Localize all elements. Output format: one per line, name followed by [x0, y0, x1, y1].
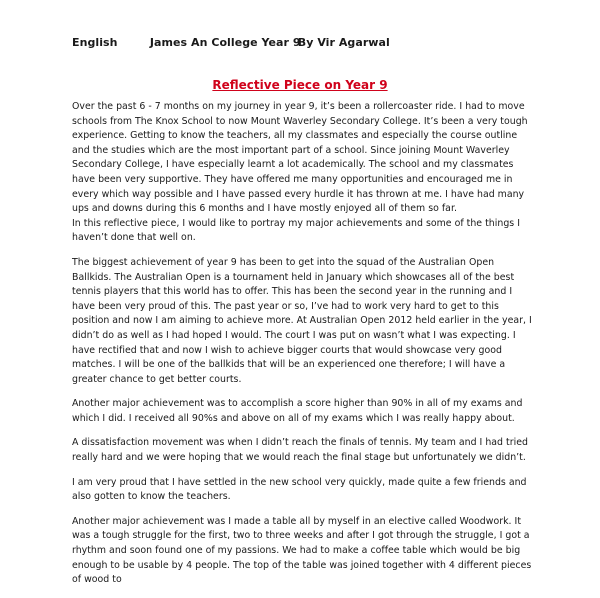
paragraph-exams: Another major achievement was to accomplish a score higher than 90% in all of my exams and which I did. I received all 90%s and above on all of my exams which I was really happy about. [72, 398, 523, 424]
paragraph-tennis: A dissatisfaction movement was when I didn’t reach the finals of tennis. My team and I had tried really hard and we were hoping that we would reach the final stage but unfortunately we didn’t. [72, 437, 528, 464]
paragraph-purpose: In this reflective piece, I would like to portray my major achievements and some of the things I haven’t done that well on. [72, 217, 520, 244]
header-school: James An College Year 9 [149, 36, 301, 49]
paragraph-ballkids: The biggest achievement of year 9 has been to get into the squad of the Australian Open Ballkids. The Australian Open is a tournament held in January which showcases all of the best tennis players that this world has to offer. This has been the second year in the running and I have been very proud of this. The past year or so, I’ve had to work very hard to get to this position and now I am aiming to achieve more. At Australian Open 2012 held earlier in the year, I didn’t do as well as I had hoped I would. The court I was put on wasn’t what I was expecting. I have rectified that and now I wish to achieve bigger courts that would showcase very good matches. I will be one of the ballkids that will be an experienced one therefore; I will have a greater chance to get better courts. [72, 256, 532, 385]
header-subject: English [72, 36, 118, 49]
document-body [72, 100, 532, 598]
document-header [72, 36, 390, 49]
paragraph-intro: Over the past 6 - 7 months on my journey in year 9, it’s been a rollercoaster ride. I had to move schools from The Knox School to now Mount Waverley Secondary College. It’s been a very tough experience. Getting to know the teachers, all my classmates and especially the course outline and the studies which are the most important part of a school. Since joining Mount Waverley Secondary College, I have especially learnt a lot academically. The school and my classmates have been very supportive. They have offered me many opportunities and encouraged me in every which way possible and I have passed every hurdle it has thrown at me. I have had many ups and downs during this 6 months and I have mostly enjoyed all of them so far. [72, 101, 528, 215]
paragraph-settled: I am very proud that I have settled in the new school very quickly, made quite a few friends and also gotten to know the teachers. [72, 476, 527, 503]
document-title: Reflective Piece on Year 9 [212, 78, 388, 92]
header-author: By Vir Agarwal [297, 36, 390, 49]
paragraph-woodwork: Another major achievement was I made a table all by myself in an elective called Woodwork. It was a tough struggle for the first, two to three weeks and after I got through the struggle, I got a rhythm and soon found one of my passions. We had to make a coffee table which would be big enough to be usable by 4 people. The top of the table was joined together with 4 different pieces of wood to [72, 515, 532, 586]
